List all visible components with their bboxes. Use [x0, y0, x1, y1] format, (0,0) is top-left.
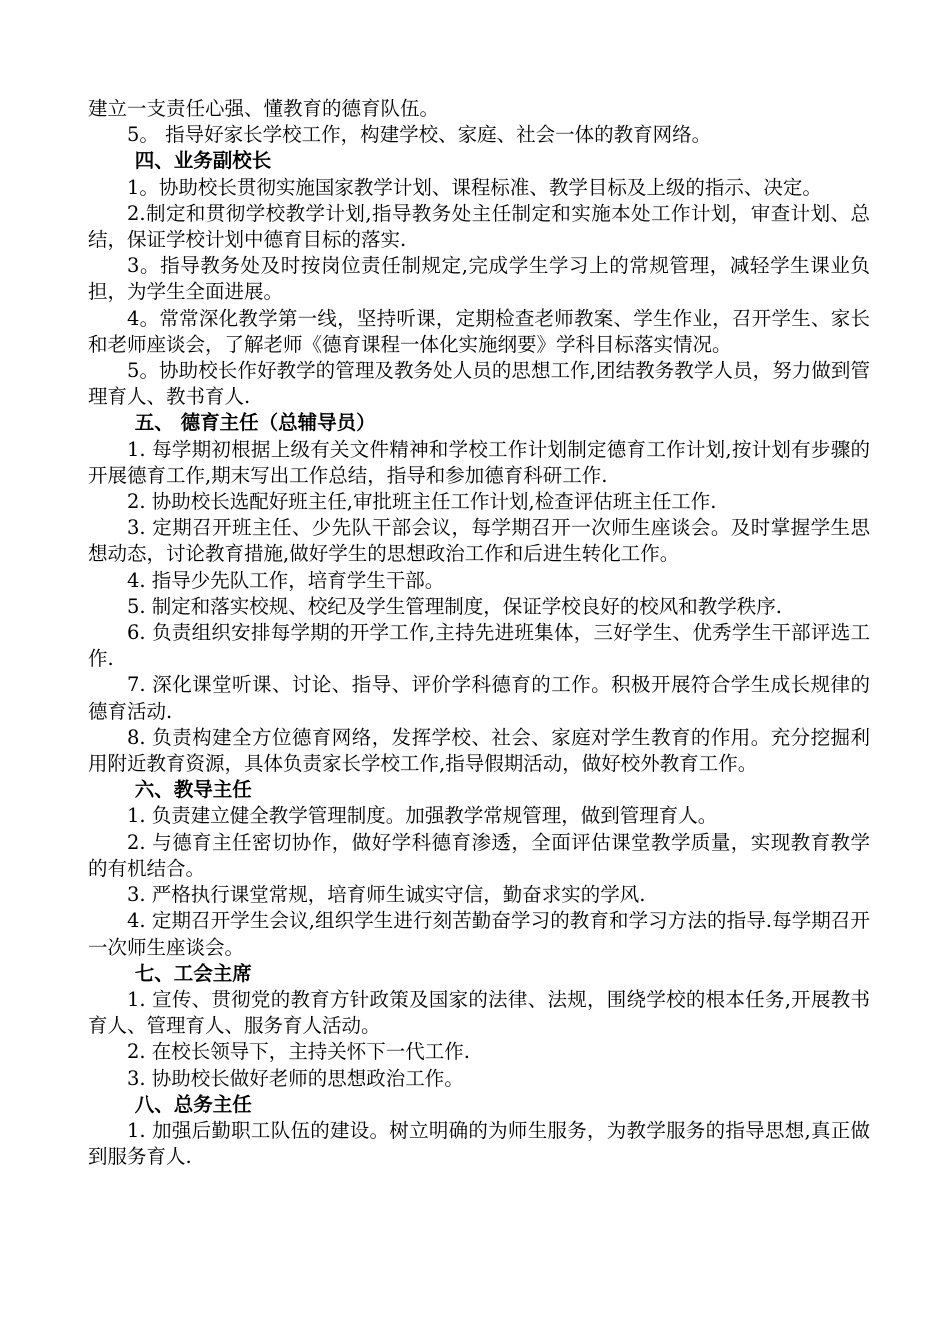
- paragraph: 2. 协助校长选配好班主任,审批班主任工作计划,检查评估班主任工作.: [127, 490, 717, 514]
- paragraph: 3。指导教务处及时按岗位责任制规定,完成学生学习上的常规管理，减轻学生课业负担，为学生全面进展。: [88, 254, 870, 304]
- paragraph: 3. 协助校长做好老师的思想政治工作。: [127, 1066, 464, 1090]
- paragraph: 4. 定期召开学生会议,组织学生进行刻苦勤奋学习的教育和学习方法的指导.每学期召开一次师生座谈会。: [88, 909, 870, 959]
- paragraph: 4. 指导少先队工作，培育学生干部。: [127, 568, 445, 592]
- paragraph: 8. 负责构建全方位德育网络，发挥学校、社会、家庭对学生教育的作用。充分挖掘利用附近教育资源，具体负责家长学校工作,指导假期活动，做好校外教育工作。: [88, 725, 870, 776]
- paragraph: 6. 负责组织安排每学期的开学工作,主持先进班集体，三好学生、优秀学生干部评选工作.: [88, 621, 870, 671]
- section-heading: 四、业务副校长: [134, 149, 272, 173]
- section-heading: 六、教导主任: [134, 778, 252, 802]
- paragraph: 4。常常深化教学第一线，坚持听课，定期检查老师教案、学生作业，召开学生、家长和老师座谈会，了解老师《德育课程一体化实施纲要》学科目标落实情况。: [88, 306, 870, 356]
- paragraph: 2.制定和贯彻学校教学计划,指导教务处主任制定和实施本处工作计划，审查计划、总结，保证学校计划中德育目标的落实.: [88, 201, 870, 252]
- paragraph: 3. 严格执行课堂常规，培育师生诚实守信，勤奋求实的学风.: [127, 883, 646, 907]
- paragraph: 5。协助校长作好教学的管理及教务处人员的思想工作,团结教务教学人员，努力做到管理育人、教书育人.: [88, 359, 870, 409]
- section-heading: 七、工会主席: [134, 961, 252, 985]
- paragraph: 1. 每学期初根据上级有关文件精神和学校工作计划制定德育工作计划,按计划有步骤的开展德育工作,期末写出工作总结，指导和参加德育科研工作.: [88, 437, 870, 487]
- paragraph: 3. 定期召开班主任、少先队干部会议，每学期召开一次师生座谈会。及时掌握学生思想动态，讨论教育措施,做好学生的思想政治工作和后进生转化工作。: [88, 516, 870, 566]
- paragraph: 5。 指导好家长学校工作，构建学校、家庭、社会一体的教育网络。: [127, 123, 712, 147]
- paragraph: 2. 在校长领导下，主持关怀下一代工作.: [127, 1040, 471, 1064]
- paragraph: 5. 制定和落实校规、校纪及学生管理制度，保证学校良好的校风和教学秩序.: [127, 594, 783, 618]
- document-body: [88, 96, 870, 1170]
- paragraph: 1. 负责建立健全教学管理制度。加强教学常规管理，做到管理育人。: [127, 804, 718, 828]
- section-heading: 八、总务主任: [134, 1092, 252, 1116]
- paragraph: 1. 加强后勤职工队伍的建设。树立明确的为师生服务，为教学服务的指导思想,真正做到服务育人.: [88, 1118, 870, 1169]
- paragraph: 2. 与德育主任密切协作，做好学科德育渗透，全面评估课堂教学质量，实现教育教学的有机结合。: [88, 830, 870, 880]
- paragraph: 1. 宣传、贯彻党的教育方针政策及国家的法律、法规，围绕学校的根本任务,开展教书育人、管理育人、服务育人活动。: [88, 987, 870, 1038]
- section-heading: 五、 德育主任（总辅导员）: [134, 411, 376, 435]
- paragraph: 7. 深化课堂听课、讨论、指导、评价学科德育的工作。积极开展符合学生成长规律的德育活动.: [88, 673, 870, 723]
- paragraph: 建立一支责任心强、懂教育的德育队伍。: [88, 97, 440, 120]
- paragraph: 1。协助校长贯彻实施国家教学计划、课程标准、教学目标及上级的指示、决定。: [127, 175, 822, 199]
